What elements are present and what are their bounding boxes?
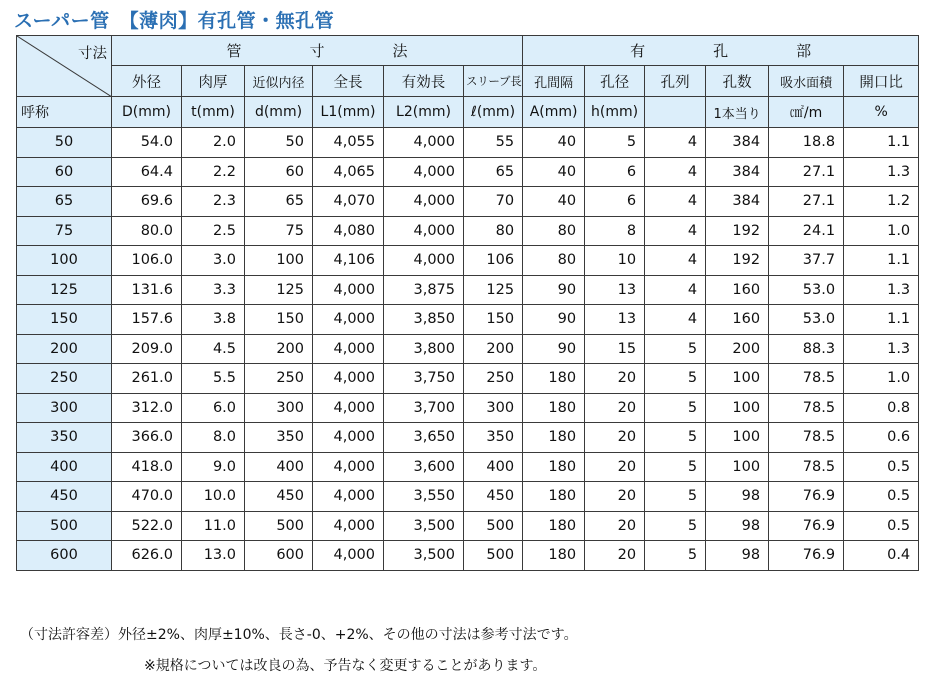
group-hole-char-2: 孔 <box>713 42 729 60</box>
cell-hole-diameter: 5 <box>585 128 645 158</box>
table-row <box>17 128 919 158</box>
spec-table <box>16 35 919 571</box>
cell-absorption-area: 27.1 <box>769 157 844 187</box>
cell-total-length: 4,000 <box>313 511 384 541</box>
cell-nominal-size: 200 <box>17 334 112 364</box>
table-row <box>17 511 919 541</box>
cell-wall-thickness: 3.0 <box>182 246 245 276</box>
cell-wall-thickness: 8.0 <box>182 423 245 453</box>
cell-inner-diameter: 60 <box>245 157 313 187</box>
cell-effective-length: 4,000 <box>384 128 464 158</box>
cell-opening-ratio: 0.5 <box>844 452 919 482</box>
unit-absorption-area: ㎠/m <box>769 97 844 128</box>
cell-sleeve-length: 125 <box>464 275 523 305</box>
cell-hole-count: 160 <box>706 305 769 335</box>
header-opening-ratio: 開口比 <box>844 66 919 97</box>
cell-total-length: 4,000 <box>313 364 384 394</box>
cell-total-length: 4,106 <box>313 246 384 276</box>
cell-absorption-area: 78.5 <box>769 393 844 423</box>
header-approx-inner-diameter: 近似内径 <box>245 66 313 97</box>
cell-absorption-area: 27.1 <box>769 187 844 217</box>
cell-hole-diameter: 20 <box>585 541 645 571</box>
header-group-pipe-dimensions <box>112 36 523 66</box>
cell-hole-rows: 4 <box>645 275 706 305</box>
cell-nominal-size: 350 <box>17 423 112 453</box>
cell-inner-diameter: 350 <box>245 423 313 453</box>
cell-outer-diameter: 261.0 <box>112 364 182 394</box>
cell-wall-thickness: 9.0 <box>182 452 245 482</box>
cell-absorption-area: 37.7 <box>769 246 844 276</box>
header-sleeve-length: スリーブ長 <box>464 66 523 97</box>
cell-inner-diameter: 400 <box>245 452 313 482</box>
cell-outer-diameter: 366.0 <box>112 423 182 453</box>
cell-outer-diameter: 69.6 <box>112 187 182 217</box>
cell-opening-ratio: 1.1 <box>844 246 919 276</box>
cell-opening-ratio: 0.5 <box>844 482 919 512</box>
unit-wall-thickness: t(mm) <box>182 97 245 128</box>
cell-total-length: 4,070 <box>313 187 384 217</box>
table-row <box>17 364 919 394</box>
cell-hole-spacing: 180 <box>523 482 585 512</box>
unit-opening-ratio: % <box>844 97 919 128</box>
cell-inner-diameter: 75 <box>245 216 313 246</box>
corner-label-dimension: 寸法 <box>78 46 107 62</box>
cell-absorption-area: 78.5 <box>769 364 844 394</box>
cell-sleeve-length: 250 <box>464 364 523 394</box>
table-body <box>17 128 919 571</box>
cell-hole-diameter: 10 <box>585 246 645 276</box>
cell-sleeve-length: 80 <box>464 216 523 246</box>
cell-effective-length: 3,875 <box>384 275 464 305</box>
cell-effective-length: 4,000 <box>384 216 464 246</box>
cell-absorption-area: 18.8 <box>769 128 844 158</box>
cell-outer-diameter: 64.4 <box>112 157 182 187</box>
table-row <box>17 157 919 187</box>
header-nominal-size: 呼称 <box>17 97 112 128</box>
group-pipe-char-2: 寸 <box>309 42 325 60</box>
cell-opening-ratio: 1.3 <box>844 334 919 364</box>
cell-sleeve-length: 65 <box>464 157 523 187</box>
cell-opening-ratio: 0.4 <box>844 541 919 571</box>
cell-opening-ratio: 1.3 <box>844 157 919 187</box>
header-effective-length: 有効長 <box>384 66 464 97</box>
cell-total-length: 4,080 <box>313 216 384 246</box>
cell-hole-diameter: 20 <box>585 511 645 541</box>
cell-opening-ratio: 1.1 <box>844 305 919 335</box>
cell-wall-thickness: 10.0 <box>182 482 245 512</box>
cell-sleeve-length: 106 <box>464 246 523 276</box>
cell-effective-length: 4,000 <box>384 246 464 276</box>
cell-hole-rows: 5 <box>645 364 706 394</box>
cell-absorption-area: 53.0 <box>769 275 844 305</box>
cell-sleeve-length: 450 <box>464 482 523 512</box>
cell-sleeve-length: 70 <box>464 187 523 217</box>
table-row <box>17 187 919 217</box>
cell-total-length: 4,000 <box>313 541 384 571</box>
cell-hole-rows: 4 <box>645 305 706 335</box>
unit-inner-diameter: d(mm) <box>245 97 313 128</box>
cell-inner-diameter: 300 <box>245 393 313 423</box>
cell-effective-length: 3,750 <box>384 364 464 394</box>
cell-inner-diameter: 250 <box>245 364 313 394</box>
unit-hole-spacing: A(mm) <box>523 97 585 128</box>
cell-hole-spacing: 90 <box>523 305 585 335</box>
cell-effective-length: 3,550 <box>384 482 464 512</box>
cell-inner-diameter: 125 <box>245 275 313 305</box>
cell-total-length: 4,055 <box>313 128 384 158</box>
cell-absorption-area: 76.9 <box>769 511 844 541</box>
cell-hole-count: 98 <box>706 511 769 541</box>
cell-hole-diameter: 13 <box>585 275 645 305</box>
cell-opening-ratio: 0.8 <box>844 393 919 423</box>
cell-total-length: 4,000 <box>313 482 384 512</box>
header-total-length: 全長 <box>313 66 384 97</box>
cell-wall-thickness: 2.3 <box>182 187 245 217</box>
cell-wall-thickness: 2.5 <box>182 216 245 246</box>
cell-hole-rows: 4 <box>645 216 706 246</box>
cell-hole-spacing: 40 <box>523 157 585 187</box>
cell-outer-diameter: 522.0 <box>112 511 182 541</box>
unit-effective-length: L2(mm) <box>384 97 464 128</box>
cell-total-length: 4,065 <box>313 157 384 187</box>
cell-wall-thickness: 2.0 <box>182 128 245 158</box>
cell-total-length: 4,000 <box>313 275 384 305</box>
cell-hole-rows: 5 <box>645 511 706 541</box>
cell-opening-ratio: 0.5 <box>844 511 919 541</box>
cell-hole-spacing: 40 <box>523 128 585 158</box>
group-pipe-char-1: 管 <box>226 42 242 60</box>
cell-wall-thickness: 6.0 <box>182 393 245 423</box>
cell-hole-count: 384 <box>706 157 769 187</box>
cell-inner-diameter: 65 <box>245 187 313 217</box>
unit-sleeve-length: ℓ(mm) <box>464 97 523 128</box>
header-absorption-area: 吸水面積 <box>769 66 844 97</box>
cell-wall-thickness: 2.2 <box>182 157 245 187</box>
unit-hole-count: 1本当り <box>706 97 769 128</box>
header-hole-rows: 孔列 <box>645 66 706 97</box>
unit-hole-diameter: h(mm) <box>585 97 645 128</box>
cell-effective-length: 3,500 <box>384 541 464 571</box>
cell-inner-diameter: 150 <box>245 305 313 335</box>
cell-hole-spacing: 180 <box>523 541 585 571</box>
cell-hole-count: 192 <box>706 216 769 246</box>
cell-hole-diameter: 6 <box>585 187 645 217</box>
cell-nominal-size: 250 <box>17 364 112 394</box>
table-row <box>17 452 919 482</box>
cell-inner-diameter: 200 <box>245 334 313 364</box>
cell-inner-diameter: 450 <box>245 482 313 512</box>
cell-hole-diameter: 6 <box>585 157 645 187</box>
cell-sleeve-length: 200 <box>464 334 523 364</box>
page-title: スーパー管 【薄肉】有孔管・無孔管 <box>14 10 335 32</box>
cell-hole-rows: 4 <box>645 246 706 276</box>
cell-sleeve-length: 500 <box>464 511 523 541</box>
cell-hole-rows: 4 <box>645 128 706 158</box>
cell-hole-spacing: 80 <box>523 216 585 246</box>
cell-hole-rows: 5 <box>645 482 706 512</box>
cell-nominal-size: 400 <box>17 452 112 482</box>
cell-nominal-size: 75 <box>17 216 112 246</box>
cell-sleeve-length: 300 <box>464 393 523 423</box>
table-row <box>17 275 919 305</box>
cell-nominal-size: 100 <box>17 246 112 276</box>
cell-hole-diameter: 20 <box>585 393 645 423</box>
cell-opening-ratio: 1.3 <box>844 275 919 305</box>
cell-effective-length: 3,500 <box>384 511 464 541</box>
cell-hole-count: 100 <box>706 364 769 394</box>
header-hole-diameter: 孔径 <box>585 66 645 97</box>
cell-hole-spacing: 180 <box>523 393 585 423</box>
cell-effective-length: 4,000 <box>384 157 464 187</box>
header-row-labels <box>17 66 919 97</box>
cell-hole-spacing: 90 <box>523 334 585 364</box>
cell-hole-diameter: 13 <box>585 305 645 335</box>
cell-hole-spacing: 90 <box>523 275 585 305</box>
cell-hole-count: 160 <box>706 275 769 305</box>
cell-nominal-size: 300 <box>17 393 112 423</box>
cell-hole-count: 100 <box>706 423 769 453</box>
cell-sleeve-length: 55 <box>464 128 523 158</box>
cell-hole-count: 100 <box>706 393 769 423</box>
cell-opening-ratio: 1.1 <box>844 128 919 158</box>
cell-nominal-size: 125 <box>17 275 112 305</box>
cell-outer-diameter: 80.0 <box>112 216 182 246</box>
cell-hole-spacing: 180 <box>523 511 585 541</box>
cell-total-length: 4,000 <box>313 393 384 423</box>
cell-hole-spacing: 180 <box>523 452 585 482</box>
cell-hole-count: 98 <box>706 482 769 512</box>
cell-wall-thickness: 3.3 <box>182 275 245 305</box>
cell-absorption-area: 76.9 <box>769 482 844 512</box>
cell-outer-diameter: 157.6 <box>112 305 182 335</box>
cell-opening-ratio: 0.6 <box>844 423 919 453</box>
cell-hole-spacing: 80 <box>523 246 585 276</box>
header-outer-diameter: 外径 <box>112 66 182 97</box>
tolerance-note: （寸法許容差）外径±2%、肉厚±10%、長さ-0、+2%、その他の寸法は参考寸法です。 <box>20 627 578 643</box>
cell-effective-length: 3,800 <box>384 334 464 364</box>
cell-wall-thickness: 3.8 <box>182 305 245 335</box>
cell-inner-diameter: 100 <box>245 246 313 276</box>
header-row-groups <box>17 36 919 66</box>
cell-effective-length: 3,650 <box>384 423 464 453</box>
unit-total-length: L1(mm) <box>313 97 384 128</box>
table-row <box>17 305 919 335</box>
cell-wall-thickness: 5.5 <box>182 364 245 394</box>
cell-opening-ratio: 1.0 <box>844 364 919 394</box>
cell-hole-rows: 4 <box>645 157 706 187</box>
cell-hole-rows: 5 <box>645 541 706 571</box>
cell-hole-diameter: 20 <box>585 423 645 453</box>
cell-nominal-size: 450 <box>17 482 112 512</box>
cell-hole-count: 384 <box>706 187 769 217</box>
cell-hole-rows: 5 <box>645 393 706 423</box>
cell-hole-rows: 5 <box>645 452 706 482</box>
table-row <box>17 246 919 276</box>
cell-wall-thickness: 11.0 <box>182 511 245 541</box>
table-row <box>17 423 919 453</box>
cell-inner-diameter: 500 <box>245 511 313 541</box>
cell-wall-thickness: 4.5 <box>182 334 245 364</box>
cell-nominal-size: 60 <box>17 157 112 187</box>
cell-effective-length: 3,700 <box>384 393 464 423</box>
header-wall-thickness: 肉厚 <box>182 66 245 97</box>
table-row <box>17 482 919 512</box>
cell-total-length: 4,000 <box>313 423 384 453</box>
header-corner <box>17 36 112 97</box>
cell-inner-diameter: 600 <box>245 541 313 571</box>
cell-nominal-size: 600 <box>17 541 112 571</box>
cell-hole-count: 384 <box>706 128 769 158</box>
cell-hole-rows: 4 <box>645 187 706 217</box>
cell-hole-diameter: 15 <box>585 334 645 364</box>
cell-outer-diameter: 209.0 <box>112 334 182 364</box>
table-row <box>17 216 919 246</box>
cell-outer-diameter: 131.6 <box>112 275 182 305</box>
cell-hole-diameter: 20 <box>585 364 645 394</box>
cell-outer-diameter: 470.0 <box>112 482 182 512</box>
cell-opening-ratio: 1.0 <box>844 216 919 246</box>
cell-absorption-area: 24.1 <box>769 216 844 246</box>
cell-sleeve-length: 400 <box>464 452 523 482</box>
cell-hole-rows: 5 <box>645 334 706 364</box>
cell-wall-thickness: 13.0 <box>182 541 245 571</box>
cell-hole-rows: 5 <box>645 423 706 453</box>
cell-outer-diameter: 106.0 <box>112 246 182 276</box>
cell-absorption-area: 78.5 <box>769 452 844 482</box>
cell-opening-ratio: 1.2 <box>844 187 919 217</box>
disclaimer-note: ※規格については改良の為、予告なく変更することがあります。 <box>144 658 547 674</box>
cell-inner-diameter: 50 <box>245 128 313 158</box>
header-row-units <box>17 97 919 128</box>
cell-absorption-area: 53.0 <box>769 305 844 335</box>
cell-sleeve-length: 350 <box>464 423 523 453</box>
table-row <box>17 541 919 571</box>
cell-effective-length: 3,850 <box>384 305 464 335</box>
cell-hole-spacing: 180 <box>523 364 585 394</box>
cell-sleeve-length: 500 <box>464 541 523 571</box>
cell-hole-count: 100 <box>706 452 769 482</box>
table-row <box>17 334 919 364</box>
cell-outer-diameter: 54.0 <box>112 128 182 158</box>
cell-effective-length: 3,600 <box>384 452 464 482</box>
header-hole-spacing: 孔間隔 <box>523 66 585 97</box>
cell-absorption-area: 78.5 <box>769 423 844 453</box>
cell-hole-diameter: 8 <box>585 216 645 246</box>
table-row <box>17 393 919 423</box>
cell-sleeve-length: 150 <box>464 305 523 335</box>
cell-total-length: 4,000 <box>313 305 384 335</box>
cell-nominal-size: 500 <box>17 511 112 541</box>
cell-effective-length: 4,000 <box>384 187 464 217</box>
cell-hole-spacing: 40 <box>523 187 585 217</box>
cell-absorption-area: 88.3 <box>769 334 844 364</box>
cell-outer-diameter: 418.0 <box>112 452 182 482</box>
cell-hole-count: 98 <box>706 541 769 571</box>
cell-nominal-size: 50 <box>17 128 112 158</box>
cell-hole-diameter: 20 <box>585 482 645 512</box>
cell-hole-diameter: 20 <box>585 452 645 482</box>
cell-total-length: 4,000 <box>313 334 384 364</box>
cell-hole-spacing: 180 <box>523 423 585 453</box>
group-hole-char-1: 有 <box>630 42 646 60</box>
cell-hole-count: 200 <box>706 334 769 364</box>
cell-hole-count: 192 <box>706 246 769 276</box>
unit-outer-diameter: D(mm) <box>112 97 182 128</box>
cell-absorption-area: 76.9 <box>769 541 844 571</box>
group-pipe-char-3: 法 <box>392 42 408 60</box>
cell-total-length: 4,000 <box>313 452 384 482</box>
cell-nominal-size: 150 <box>17 305 112 335</box>
cell-nominal-size: 65 <box>17 187 112 217</box>
cell-outer-diameter: 312.0 <box>112 393 182 423</box>
header-hole-count: 孔数 <box>706 66 769 97</box>
header-group-perforated-section <box>523 36 919 66</box>
group-hole-char-3: 部 <box>796 42 812 60</box>
unit-hole-rows <box>645 97 706 128</box>
cell-outer-diameter: 626.0 <box>112 541 182 571</box>
